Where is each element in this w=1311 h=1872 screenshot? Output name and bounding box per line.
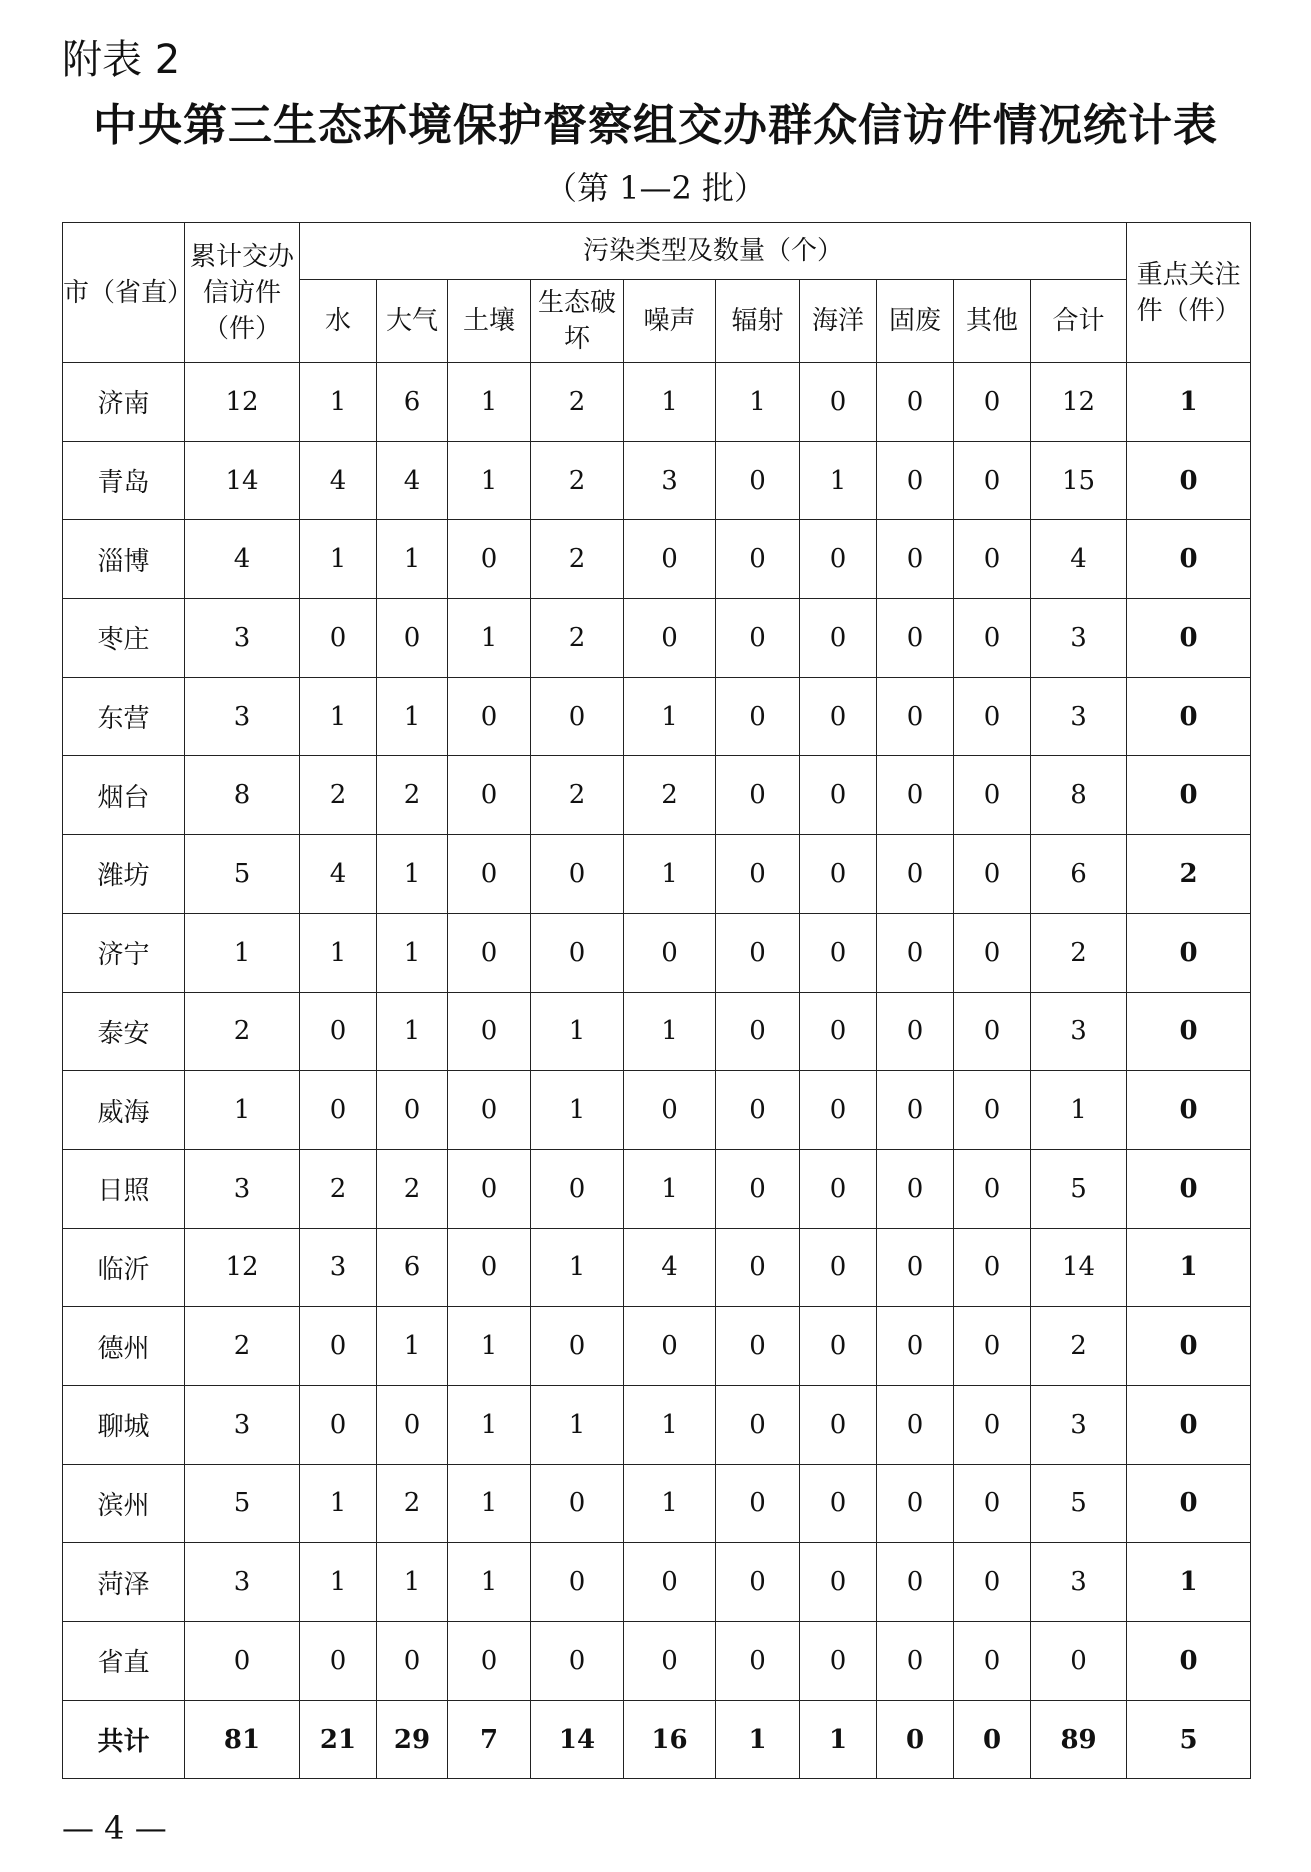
city-cell: 德州 (63, 1307, 185, 1386)
type-count-cell: 1 (300, 1543, 377, 1622)
city-cell: 滨州 (63, 1464, 185, 1543)
table-row (63, 835, 1251, 914)
type-count-cell: 89 (1031, 1700, 1127, 1779)
type-count-cell: 0 (800, 913, 877, 992)
type-count-cell: 0 (1031, 1622, 1127, 1701)
focus-cell: 0 (1127, 1385, 1251, 1464)
type-count-cell: 6 (377, 363, 448, 442)
header-type: 合计 (1031, 280, 1127, 363)
city-cell: 济宁 (63, 913, 185, 992)
type-count-cell: 2 (531, 520, 624, 599)
type-count-cell: 0 (716, 1228, 800, 1307)
type-count-cell: 3 (1031, 599, 1127, 678)
type-count-cell: 1 (448, 1464, 531, 1543)
type-count-cell: 0 (531, 1464, 624, 1543)
type-count-cell: 0 (448, 1149, 531, 1228)
type-count-cell: 1 (624, 363, 716, 442)
focus-cell: 1 (1127, 363, 1251, 442)
type-count-cell: 0 (300, 1622, 377, 1701)
type-count-cell: 0 (448, 520, 531, 599)
type-count-cell: 0 (716, 1385, 800, 1464)
type-count-cell: 0 (877, 1543, 954, 1622)
cases-cell: 3 (185, 677, 300, 756)
type-count-cell: 0 (531, 1307, 624, 1386)
type-count-cell: 1 (624, 992, 716, 1071)
type-count-cell: 0 (877, 520, 954, 599)
petition-statistics-table (62, 222, 1251, 1779)
type-count-cell: 1 (448, 1543, 531, 1622)
type-count-cell: 0 (531, 913, 624, 992)
type-count-cell: 0 (377, 1385, 448, 1464)
type-count-cell: 5 (1031, 1149, 1127, 1228)
type-count-cell: 1 (624, 677, 716, 756)
type-count-cell: 1 (300, 1464, 377, 1543)
cases-cell: 81 (185, 1700, 300, 1779)
cases-cell: 2 (185, 1307, 300, 1386)
focus-cell: 0 (1127, 756, 1251, 835)
type-count-cell: 2 (377, 756, 448, 835)
city-cell: 威海 (63, 1071, 185, 1150)
focus-cell: 0 (1127, 913, 1251, 992)
type-count-cell: 0 (877, 1307, 954, 1386)
type-count-cell: 0 (716, 1622, 800, 1701)
city-cell: 省直 (63, 1622, 185, 1701)
type-count-cell: 0 (877, 677, 954, 756)
table-row (63, 756, 1251, 835)
city-cell: 济南 (63, 363, 185, 442)
type-count-cell: 1 (531, 1385, 624, 1464)
type-count-cell: 1 (377, 992, 448, 1071)
cases-cell: 5 (185, 1464, 300, 1543)
cases-cell: 14 (185, 441, 300, 520)
type-count-cell: 0 (448, 1622, 531, 1701)
type-count-cell: 1 (800, 441, 877, 520)
type-count-cell: 0 (531, 677, 624, 756)
type-count-cell: 0 (716, 1543, 800, 1622)
cases-cell: 1 (185, 913, 300, 992)
type-count-cell: 2 (300, 1149, 377, 1228)
type-count-cell: 21 (300, 1700, 377, 1779)
city-cell: 聊城 (63, 1385, 185, 1464)
focus-cell: 0 (1127, 1622, 1251, 1701)
type-count-cell: 0 (716, 599, 800, 678)
header-type: 生态破坏 (531, 280, 624, 363)
type-count-cell: 15 (1031, 441, 1127, 520)
city-cell: 东营 (63, 677, 185, 756)
type-count-cell: 0 (716, 441, 800, 520)
table-row (63, 1385, 1251, 1464)
header-focus-cases: 重点关注件（件） (1127, 223, 1251, 363)
type-count-cell: 0 (448, 913, 531, 992)
type-count-cell: 0 (716, 756, 800, 835)
city-cell: 菏泽 (63, 1543, 185, 1622)
type-count-cell: 1 (716, 363, 800, 442)
type-count-cell: 0 (300, 1071, 377, 1150)
type-count-cell: 0 (877, 1071, 954, 1150)
type-count-cell: 1 (531, 1228, 624, 1307)
cases-cell: 3 (185, 1385, 300, 1464)
type-count-cell: 0 (954, 1071, 1031, 1150)
type-count-cell: 12 (1031, 363, 1127, 442)
type-count-cell: 1 (1031, 1071, 1127, 1150)
city-cell: 淄博 (63, 520, 185, 599)
table-row (63, 1622, 1251, 1701)
type-count-cell: 0 (877, 756, 954, 835)
table-row (63, 1228, 1251, 1307)
type-count-cell: 1 (624, 1464, 716, 1543)
type-count-cell: 0 (800, 520, 877, 599)
type-count-cell: 1 (624, 1149, 716, 1228)
city-cell: 共计 (63, 1700, 185, 1779)
table-row (63, 677, 1251, 756)
header-type: 土壤 (448, 280, 531, 363)
city-cell: 临沂 (63, 1228, 185, 1307)
page-number: — 4 — (62, 1809, 167, 1847)
type-count-cell: 0 (531, 1149, 624, 1228)
header-type: 固废 (877, 280, 954, 363)
focus-cell: 0 (1127, 441, 1251, 520)
header-type: 大气 (377, 280, 448, 363)
type-count-cell: 0 (300, 599, 377, 678)
type-count-cell: 0 (800, 1622, 877, 1701)
type-count-cell: 0 (877, 441, 954, 520)
type-count-cell: 0 (624, 520, 716, 599)
type-count-cell: 0 (377, 1071, 448, 1150)
type-count-cell: 0 (954, 1464, 1031, 1543)
type-count-cell: 0 (800, 1071, 877, 1150)
type-count-cell: 0 (877, 1622, 954, 1701)
type-count-cell: 0 (800, 677, 877, 756)
type-count-cell: 0 (716, 835, 800, 914)
type-count-cell: 1 (377, 1307, 448, 1386)
type-count-cell: 14 (531, 1700, 624, 1779)
type-count-cell: 3 (300, 1228, 377, 1307)
type-count-cell: 0 (800, 1464, 877, 1543)
type-count-cell: 0 (877, 1385, 954, 1464)
city-cell: 日照 (63, 1149, 185, 1228)
type-count-cell: 7 (448, 1700, 531, 1779)
type-count-cell: 0 (716, 992, 800, 1071)
type-count-cell: 0 (448, 835, 531, 914)
focus-cell: 0 (1127, 1149, 1251, 1228)
batch-subtitle: （第 1—2 批） (544, 169, 767, 207)
type-count-cell: 0 (954, 1307, 1031, 1386)
type-count-cell: 0 (377, 599, 448, 678)
type-count-cell: 0 (954, 677, 1031, 756)
header-pollution-types: 污染类型及数量（个） (300, 223, 1127, 280)
focus-cell: 0 (1127, 599, 1251, 678)
city-cell: 烟台 (63, 756, 185, 835)
type-count-cell: 6 (377, 1228, 448, 1307)
type-count-cell: 0 (877, 1464, 954, 1543)
type-count-cell: 0 (800, 1228, 877, 1307)
focus-cell: 0 (1127, 1071, 1251, 1150)
table-row (63, 441, 1251, 520)
type-count-cell: 0 (954, 599, 1031, 678)
annex-label: 附表 2 (62, 37, 181, 83)
type-count-cell: 1 (624, 835, 716, 914)
cases-cell: 3 (185, 1149, 300, 1228)
type-count-cell: 1 (300, 677, 377, 756)
total-row (63, 1700, 1251, 1779)
type-count-cell: 0 (954, 756, 1031, 835)
header-type: 噪声 (624, 280, 716, 363)
type-count-cell: 6 (1031, 835, 1127, 914)
header-city: 市（省直） (63, 223, 185, 363)
type-count-cell: 2 (1031, 1307, 1127, 1386)
type-count-cell: 0 (624, 1071, 716, 1150)
header-type: 其他 (954, 280, 1031, 363)
table-row (63, 1543, 1251, 1622)
type-count-cell: 0 (716, 520, 800, 599)
type-count-cell: 0 (954, 1543, 1031, 1622)
type-count-cell: 0 (954, 520, 1031, 599)
focus-cell: 0 (1127, 520, 1251, 599)
type-count-cell: 0 (531, 1622, 624, 1701)
type-count-cell: 1 (377, 913, 448, 992)
type-count-cell: 1 (448, 1307, 531, 1386)
type-count-cell: 0 (877, 1700, 954, 1779)
type-count-cell: 2 (300, 756, 377, 835)
type-count-cell: 1 (300, 913, 377, 992)
type-count-cell: 0 (716, 1071, 800, 1150)
type-count-cell: 0 (377, 1622, 448, 1701)
type-count-cell: 4 (624, 1228, 716, 1307)
focus-cell: 0 (1127, 1307, 1251, 1386)
type-count-cell: 0 (954, 992, 1031, 1071)
header-cases: 累计交办信访件（件） (185, 223, 300, 363)
city-cell: 青岛 (63, 441, 185, 520)
type-count-cell: 0 (877, 599, 954, 678)
type-count-cell: 0 (300, 1307, 377, 1386)
type-count-cell: 0 (800, 1307, 877, 1386)
cases-cell: 3 (185, 1543, 300, 1622)
type-count-cell: 0 (954, 835, 1031, 914)
type-count-cell: 1 (377, 1543, 448, 1622)
type-count-cell: 2 (377, 1464, 448, 1543)
type-count-cell: 1 (377, 835, 448, 914)
type-count-cell: 0 (954, 1385, 1031, 1464)
type-count-cell: 2 (531, 599, 624, 678)
type-count-cell: 0 (877, 835, 954, 914)
type-count-cell: 1 (716, 1700, 800, 1779)
type-count-cell: 14 (1031, 1228, 1127, 1307)
type-count-cell: 0 (954, 1622, 1031, 1701)
type-count-cell: 0 (716, 1149, 800, 1228)
type-count-cell: 0 (624, 1307, 716, 1386)
type-count-cell: 1 (377, 520, 448, 599)
type-count-cell: 5 (1031, 1464, 1127, 1543)
table-row (63, 599, 1251, 678)
type-count-cell: 0 (877, 913, 954, 992)
type-count-cell: 1 (448, 1385, 531, 1464)
header-type: 水 (300, 280, 377, 363)
city-cell: 泰安 (63, 992, 185, 1071)
page-title: 中央第三生态环境保护督察组交办群众信访件情况统计表 (93, 100, 1218, 151)
type-count-cell: 0 (877, 363, 954, 442)
cases-cell: 8 (185, 756, 300, 835)
type-count-cell: 1 (448, 441, 531, 520)
city-cell: 枣庄 (63, 599, 185, 678)
type-count-cell: 0 (448, 677, 531, 756)
type-count-cell: 4 (377, 441, 448, 520)
type-count-cell: 0 (954, 1228, 1031, 1307)
type-count-cell: 0 (624, 1543, 716, 1622)
cases-cell: 2 (185, 992, 300, 1071)
table-row (63, 520, 1251, 599)
type-count-cell: 2 (531, 363, 624, 442)
table-row (63, 363, 1251, 442)
focus-cell: 0 (1127, 992, 1251, 1071)
type-count-cell: 3 (624, 441, 716, 520)
type-count-cell: 0 (448, 992, 531, 1071)
type-count-cell: 1 (448, 599, 531, 678)
type-count-cell: 1 (300, 520, 377, 599)
type-count-cell: 4 (300, 441, 377, 520)
type-count-cell: 1 (377, 677, 448, 756)
cases-cell: 12 (185, 1228, 300, 1307)
type-count-cell: 0 (800, 992, 877, 1071)
table-row (63, 1464, 1251, 1543)
type-count-cell: 4 (1031, 520, 1127, 599)
focus-cell: 1 (1127, 1543, 1251, 1622)
cases-cell: 12 (185, 363, 300, 442)
type-count-cell: 0 (800, 756, 877, 835)
type-count-cell: 0 (877, 1149, 954, 1228)
type-count-cell: 0 (954, 363, 1031, 442)
table-row (63, 1071, 1251, 1150)
type-count-cell: 0 (531, 1543, 624, 1622)
type-count-cell: 0 (954, 441, 1031, 520)
city-cell: 潍坊 (63, 835, 185, 914)
type-count-cell: 0 (800, 835, 877, 914)
type-count-cell: 0 (877, 1228, 954, 1307)
type-count-cell: 0 (624, 599, 716, 678)
type-count-cell: 0 (624, 913, 716, 992)
type-count-cell: 2 (531, 756, 624, 835)
cases-cell: 1 (185, 1071, 300, 1150)
type-count-cell: 0 (716, 1464, 800, 1543)
type-count-cell: 0 (800, 599, 877, 678)
type-count-cell: 1 (448, 363, 531, 442)
type-count-cell: 0 (800, 363, 877, 442)
type-count-cell: 0 (954, 1149, 1031, 1228)
header-type: 海洋 (800, 280, 877, 363)
focus-cell: 1 (1127, 1228, 1251, 1307)
focus-cell: 2 (1127, 835, 1251, 914)
table-row (63, 913, 1251, 992)
cases-cell: 0 (185, 1622, 300, 1701)
type-count-cell: 0 (716, 677, 800, 756)
type-count-cell: 0 (448, 1228, 531, 1307)
cases-cell: 3 (185, 599, 300, 678)
type-count-cell: 2 (1031, 913, 1127, 992)
focus-cell: 5 (1127, 1700, 1251, 1779)
type-count-cell: 0 (448, 1071, 531, 1150)
type-count-cell: 0 (716, 1307, 800, 1386)
table-row (63, 992, 1251, 1071)
type-count-cell: 3 (1031, 1543, 1127, 1622)
type-count-cell: 1 (800, 1700, 877, 1779)
type-count-cell: 0 (716, 913, 800, 992)
type-count-cell: 0 (800, 1385, 877, 1464)
type-count-cell: 3 (1031, 992, 1127, 1071)
table-row (63, 1307, 1251, 1386)
type-count-cell: 0 (624, 1622, 716, 1701)
table-row (63, 1149, 1251, 1228)
type-count-cell: 8 (1031, 756, 1127, 835)
type-count-cell: 4 (300, 835, 377, 914)
type-count-cell: 1 (300, 363, 377, 442)
type-count-cell: 0 (300, 1385, 377, 1464)
type-count-cell: 29 (377, 1700, 448, 1779)
type-count-cell: 1 (531, 992, 624, 1071)
type-count-cell: 0 (300, 992, 377, 1071)
type-count-cell: 0 (800, 1543, 877, 1622)
cases-cell: 5 (185, 835, 300, 914)
type-count-cell: 1 (624, 1385, 716, 1464)
type-count-cell: 2 (531, 441, 624, 520)
type-count-cell: 3 (1031, 677, 1127, 756)
type-count-cell: 0 (954, 1700, 1031, 1779)
header-type: 辐射 (716, 280, 800, 363)
type-count-cell: 0 (800, 1149, 877, 1228)
type-count-cell: 16 (624, 1700, 716, 1779)
type-count-cell: 0 (531, 835, 624, 914)
focus-cell: 0 (1127, 1464, 1251, 1543)
focus-cell: 0 (1127, 677, 1251, 756)
type-count-cell: 0 (954, 913, 1031, 992)
type-count-cell: 0 (877, 992, 954, 1071)
cases-cell: 4 (185, 520, 300, 599)
type-count-cell: 0 (448, 756, 531, 835)
type-count-cell: 1 (531, 1071, 624, 1150)
type-count-cell: 3 (1031, 1385, 1127, 1464)
type-count-cell: 2 (624, 756, 716, 835)
type-count-cell: 2 (377, 1149, 448, 1228)
